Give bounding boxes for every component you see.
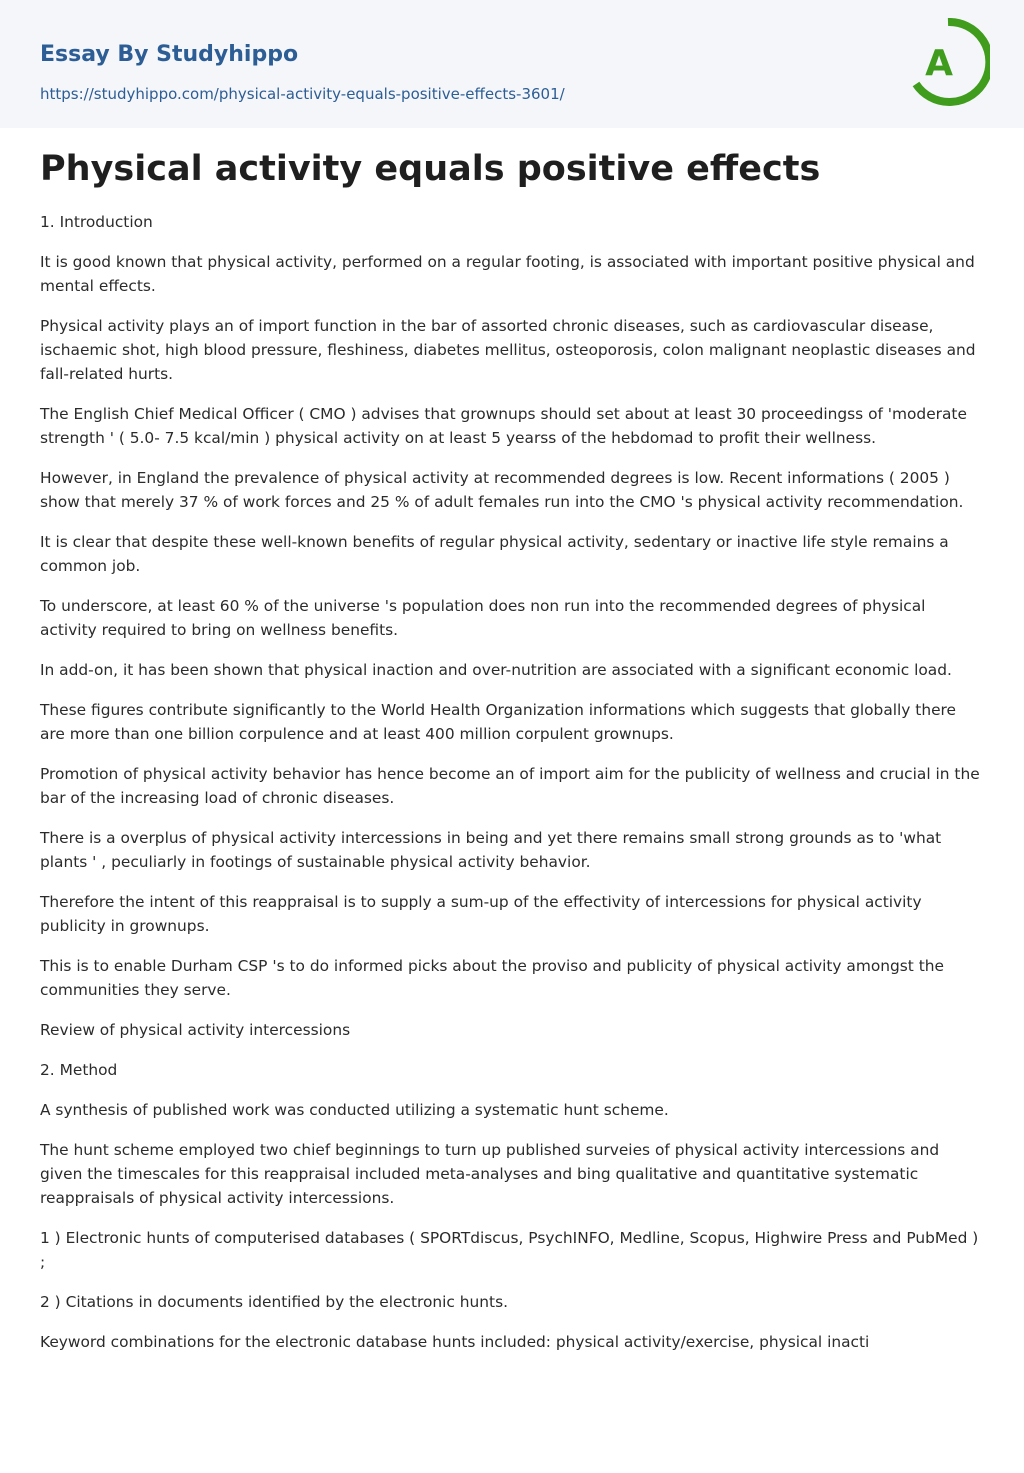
article-body	[0, 148, 1024, 1354]
paragraph: 2 ) Citations in documents identified by the electronic hunts.	[40, 1293, 508, 1311]
paragraph: 2. Method	[40, 1061, 118, 1079]
brand-name[interactable]: Essay By Studyhippo	[40, 42, 299, 67]
paragraph: 1 ) Electronic hunts of computerised databases ( SPORTdiscus, PsychINFO, Medline, Scopus, Highwire Press and PubMed ) ;	[40, 1229, 979, 1271]
source-url-link[interactable]: https://studyhippo.com/physical-activity-equals-positive-effects-3601/	[40, 85, 565, 103]
paragraph: 1. Introduction	[40, 213, 153, 231]
paragraph: It is good known that physical activity, performed on a regular footing, is associated with important positive physical and mental effects.	[40, 253, 975, 295]
paragraph: The hunt scheme employed two chief beginnings to turn up published surveies of physical activity intercessions and given the timescales for this reappraisal included meta-analyses and bing qualitative and quantitative systematic reappraisals of physical activity intercessions.	[40, 1141, 940, 1207]
site-header	[0, 0, 1024, 128]
paragraph: Therefore the intent of this reappraisal is to supply a sum-up of the effectivity of intercessions for physical activity publicity in grownups.	[40, 893, 922, 935]
paragraph: This is to enable Durham CSP 's to do informed picks about the proviso and publicity of physical activity amongst the communities they serve.	[40, 957, 944, 999]
paragraph: A synthesis of published work was conducted utilizing a systematic hunt scheme.	[40, 1101, 669, 1119]
logo-letter: A	[925, 43, 953, 84]
paragraph: Promotion of physical activity behavior has hence become an of import aim for the publicity of wellness and crucial in the bar of the increasing load of chronic diseases.	[40, 765, 980, 807]
paragraph: The English Chief Medical Officer ( CMO ) advises that grownups should set about at least 30 proceedingss of 'moderate strength ' ( 5.0- 7.5 kcal/min ) physical activity on at least 5 yearss of the hebdomad to profit their wellness.	[40, 405, 967, 447]
paragraph: There is a overplus of physical activity intercessions in being and yet there remains small strong grounds as to 'what plants ' , peculiarly in footings of sustainable physical activity behavior.	[40, 829, 942, 871]
article-paragraphs	[40, 210, 984, 1354]
paragraph: Keyword combinations for the electronic database hunts included: physical activity/exercise, physical inacti	[40, 1333, 870, 1351]
paragraph: In add-on, it has been shown that physical inaction and over-nutrition are associated with a significant economic load.	[40, 661, 952, 679]
paragraph: These figures contribute significantly to the World Health Organization informations which suggests that globally there are more than one billion corpulence and at least 400 million corpulent grownups.	[40, 701, 957, 743]
studyhippo-logo-icon[interactable]	[906, 18, 990, 106]
paragraph: Physical activity plays an of import function in the bar of assorted chronic diseases, such as cardiovascular disease, ischaemic shot, high blood pressure, fleshiness, diabetes mellitus, osteoporosis, colon malignant neoplastic diseases and fall-related hurts.	[40, 317, 976, 383]
article-title: Physical activity equals positive effects	[40, 149, 821, 189]
paragraph: However, in England the prevalence of physical activity at recommended degrees is low. Recent informations ( 2005 ) show that merely 37 % of work forces and 25 % of adult females run into the CMO 's physical activity recommendation.	[40, 469, 964, 511]
paragraph: Review of physical activity intercessions	[40, 1021, 351, 1039]
paragraph: To underscore, at least 60 % of the universe 's population does non run into the recommended degrees of physical activity required to bring on wellness benefits.	[40, 597, 926, 639]
paragraph: It is clear that despite these well-known benefits of regular physical activity, sedentary or inactive life style remains a common job.	[40, 533, 949, 575]
